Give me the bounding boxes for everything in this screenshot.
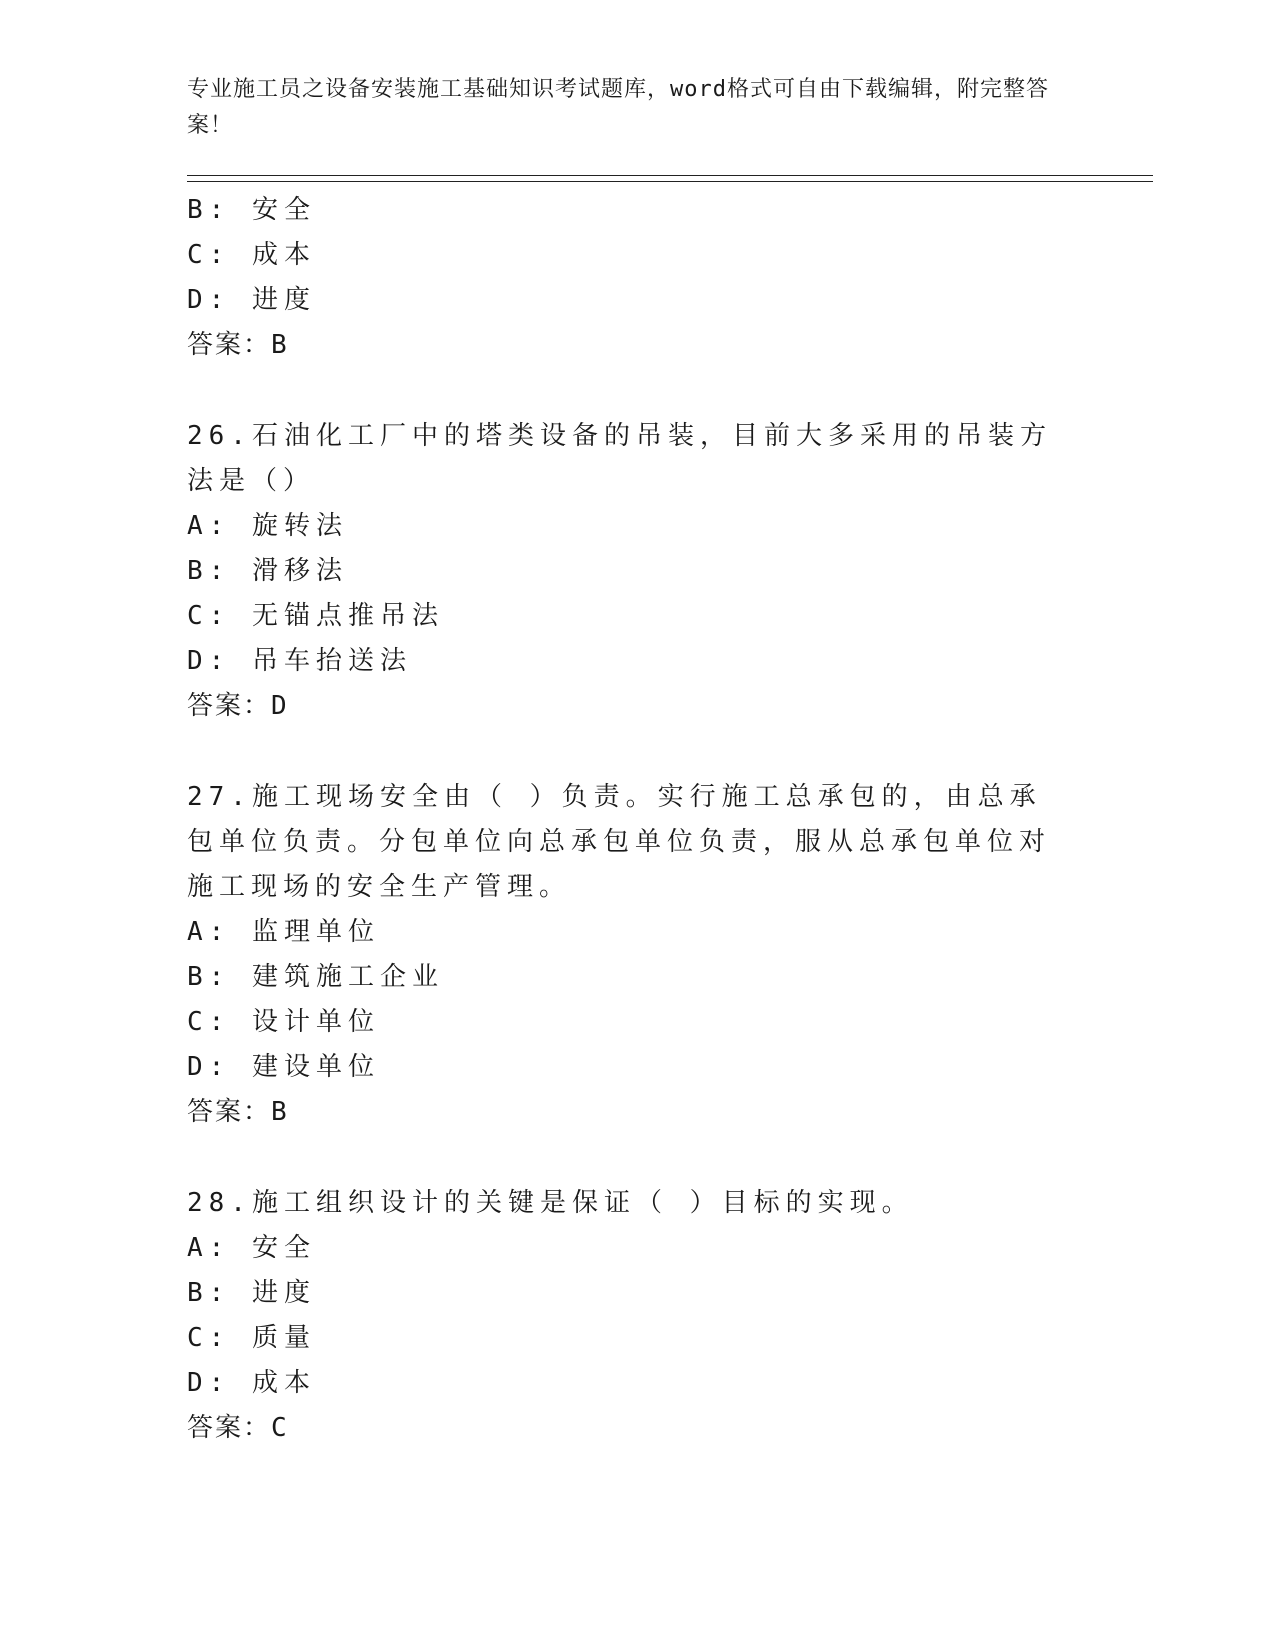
option-a: A: 监理单位: [187, 917, 380, 947]
question-26: [187, 414, 1067, 729]
option-c: C: 质量: [187, 1323, 316, 1353]
answer-line: 答案：B: [187, 1097, 289, 1127]
answer-line: 答案：B: [187, 330, 289, 360]
option-b: B: 滑移法: [187, 556, 348, 586]
document-body: [187, 188, 1067, 1451]
answer-line: 答案：D: [187, 691, 289, 721]
option-b: B: 建筑施工企业: [187, 962, 444, 992]
option-c: C: 成本: [187, 240, 316, 270]
option-d: D: 进度: [187, 285, 316, 315]
question-text: 27.施工现场安全由（ ）负责。实行施工总承包的，由总承包单位负责。分包单位向总承包单位负责，服从总承包单位对施工现场的安全生产管理。: [187, 782, 1052, 902]
question-text: 26.石油化工厂中的塔类设备的吊装，目前大多采用的吊装方法是（）: [187, 421, 1052, 496]
option-c: C: 无锚点推吊法: [187, 601, 444, 631]
question-25-continuation: [187, 188, 1067, 368]
option-a: A: 旋转法: [187, 511, 348, 541]
question-27: [187, 775, 1067, 1135]
option-d: D: 建设单位: [187, 1052, 380, 1082]
document-title: 专业施工员之设备安装施工基础知识考试题库，word格式可自由下载编辑，附完整答案！: [187, 77, 1049, 138]
question-text: 28.施工组织设计的关键是保证（ ）目标的实现。: [187, 1188, 914, 1218]
option-d: D: 吊车抬送法: [187, 646, 412, 676]
option-b: B: 安全: [187, 195, 316, 225]
header-divider-top: [187, 175, 1153, 176]
document-header: [187, 72, 1067, 144]
option-d: D: 成本: [187, 1368, 316, 1398]
option-c: C: 设计单位: [187, 1007, 380, 1037]
question-28: [187, 1181, 1067, 1451]
option-a: A: 安全: [187, 1233, 316, 1263]
answer-line: 答案：C: [187, 1413, 289, 1443]
header-divider-bottom: [187, 181, 1153, 182]
option-b: B: 进度: [187, 1278, 316, 1308]
